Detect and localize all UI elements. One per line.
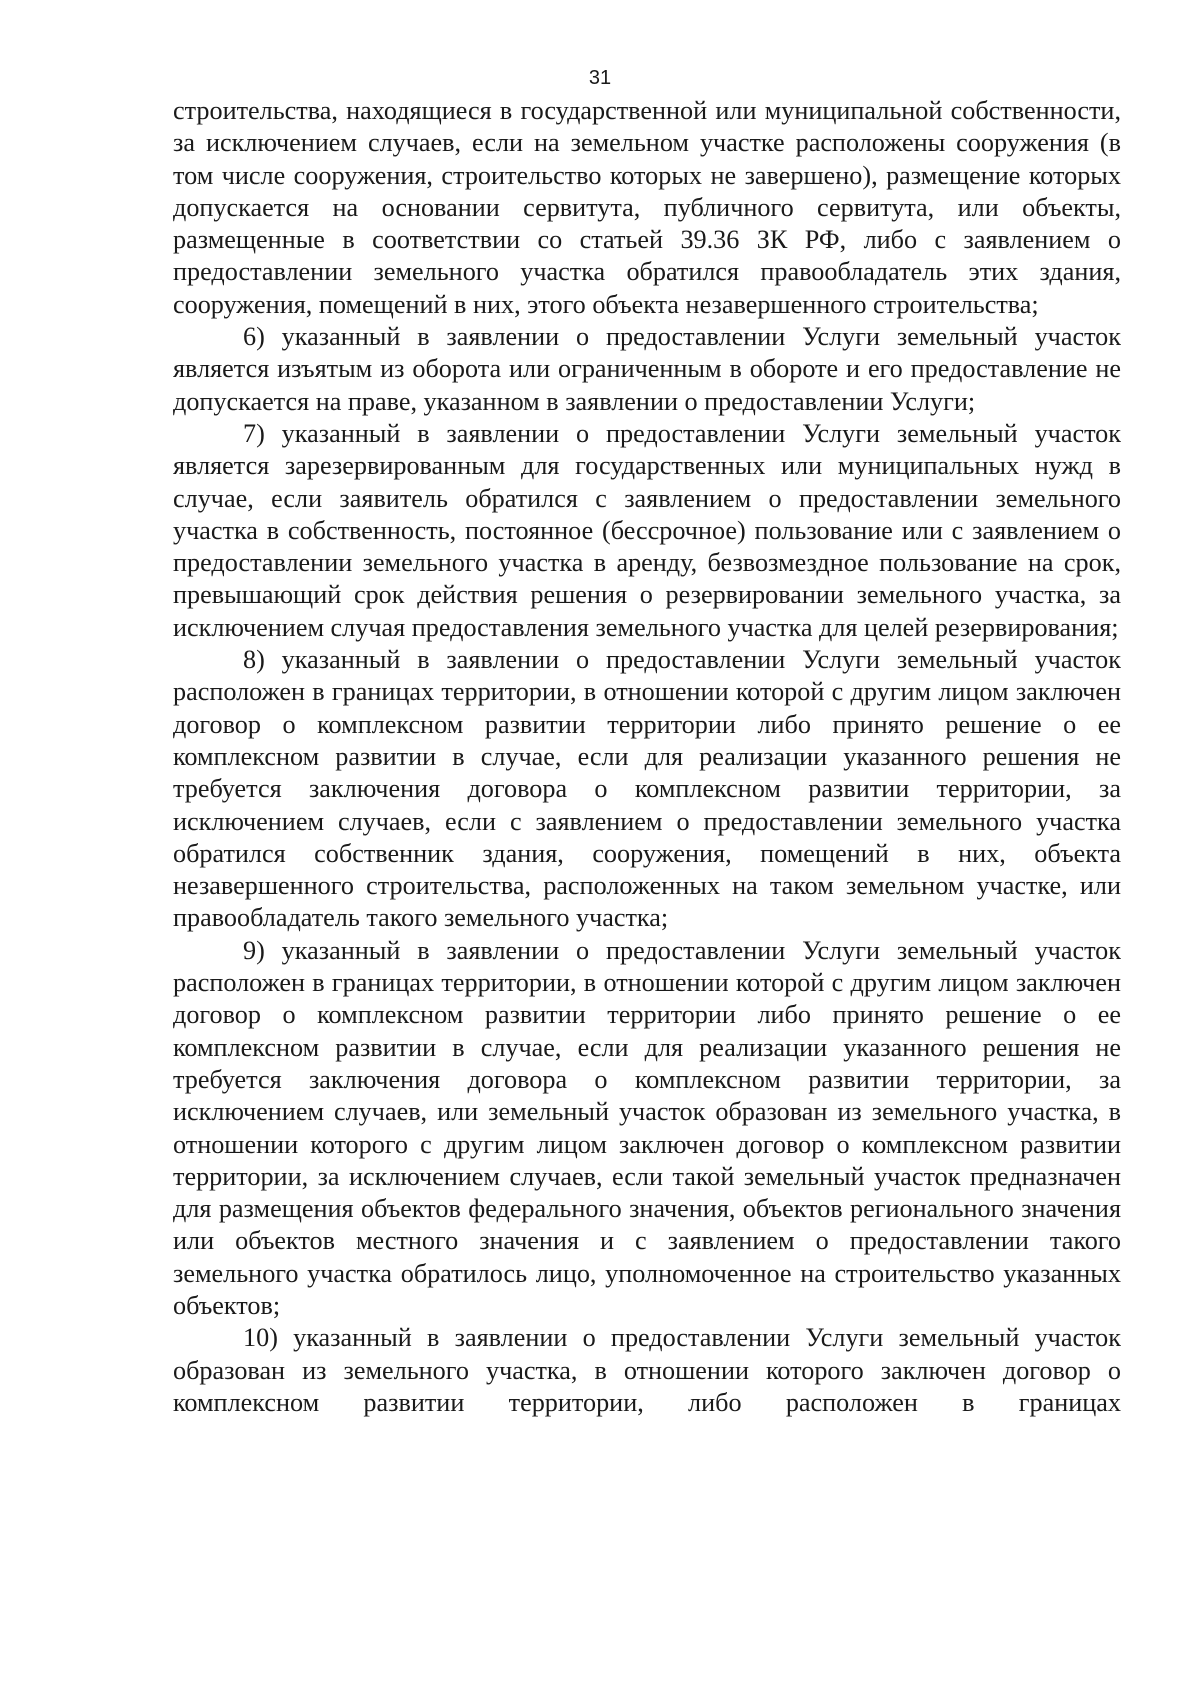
list-item-10: 10) указанный в заявлении о предоставлении Услуги земельный участок образован из земельного участка, в отношении которого заключен договор о комплексном развитии территории, либо расположен в границах (173, 1323, 1121, 1417)
list-item-7: 7) указанный в заявлении о предоставлении Услуги земельный участок является зарезервированным для государственных или муниципальных нужд в случае, если заявитель обратился с заявлением о предоставлении земельного участка в собственность, постоянное (бессрочное) пользование или с заявлением о предоставлении земельного участка в аренду, безвозмездное пользование на срок, превышающий срок действия решения о резервировании земельного участка, за исключением случая предоставления земельного участка для целей резервирования; (173, 418, 1121, 642)
page-number: 31 (588, 67, 612, 89)
document-body (173, 95, 1121, 1419)
list-item-8: 8) указанный в заявлении о предоставлении Услуги земельный участок расположен в границах территории, в отношении которой с другим лицом заключен договор о комплексном развитии территории либо принято решение о ее комплексном развитии в случае, если для реализации указанного решения не требуется заключения договора о комплексном развитии территории, за исключением случаев, если с заявлением о предоставлении земельного участка обратился собственник здания, сооружения, помещений в них, объекта незавершенного строительства, расположенных на таком земельном участке, или правообладатель такого земельного участка; (173, 645, 1121, 933)
paragraph-continuation: строительства, находящиеся в государственной или муниципальной собственности, за исключением случаев, если на земельном участке расположены сооружения (в том числе сооружения, строительство которых не завершено), размещение которых допускается на основании сервитута, публичного сервитута, или объекты, размещенные в соответствии со статьей 39.36 ЗК РФ, либо с заявлением о предоставлении земельного участка обратился правообладатель этих здания, сооружения, помещений в них, этого объекта незавершенного строительства; (173, 96, 1121, 319)
list-item-9: 9) указанный в заявлении о предоставлении Услуги земельный участок расположен в границах территории, в отношении которой с другим лицом заключен договор о комплексном развитии территории либо принято решение о ее комплексном развитии в случае, если для реализации указанного решения не требуется заключения договора о комплексном развитии территории, за исключением случаев, или земельный участок образован из земельного участка, в отношении которого с другим лицом заключен договор о комплексном развитии территории, за исключением случаев, если такой земельный участок предназначен для размещения объектов федерального значения, объектов регионального значения или объектов местного значения и с заявлением о предоставлении такого земельного участка обратилось лицо, уполномоченное на строительство указанных объектов; (173, 935, 1121, 1320)
list-item-6: 6) указанный в заявлении о предоставлении Услуги земельный участок является изъятым из оборота или ограниченным в обороте и его предоставление не допускается на праве, указанном в заявлении о предоставлении Услуги; (173, 322, 1121, 416)
